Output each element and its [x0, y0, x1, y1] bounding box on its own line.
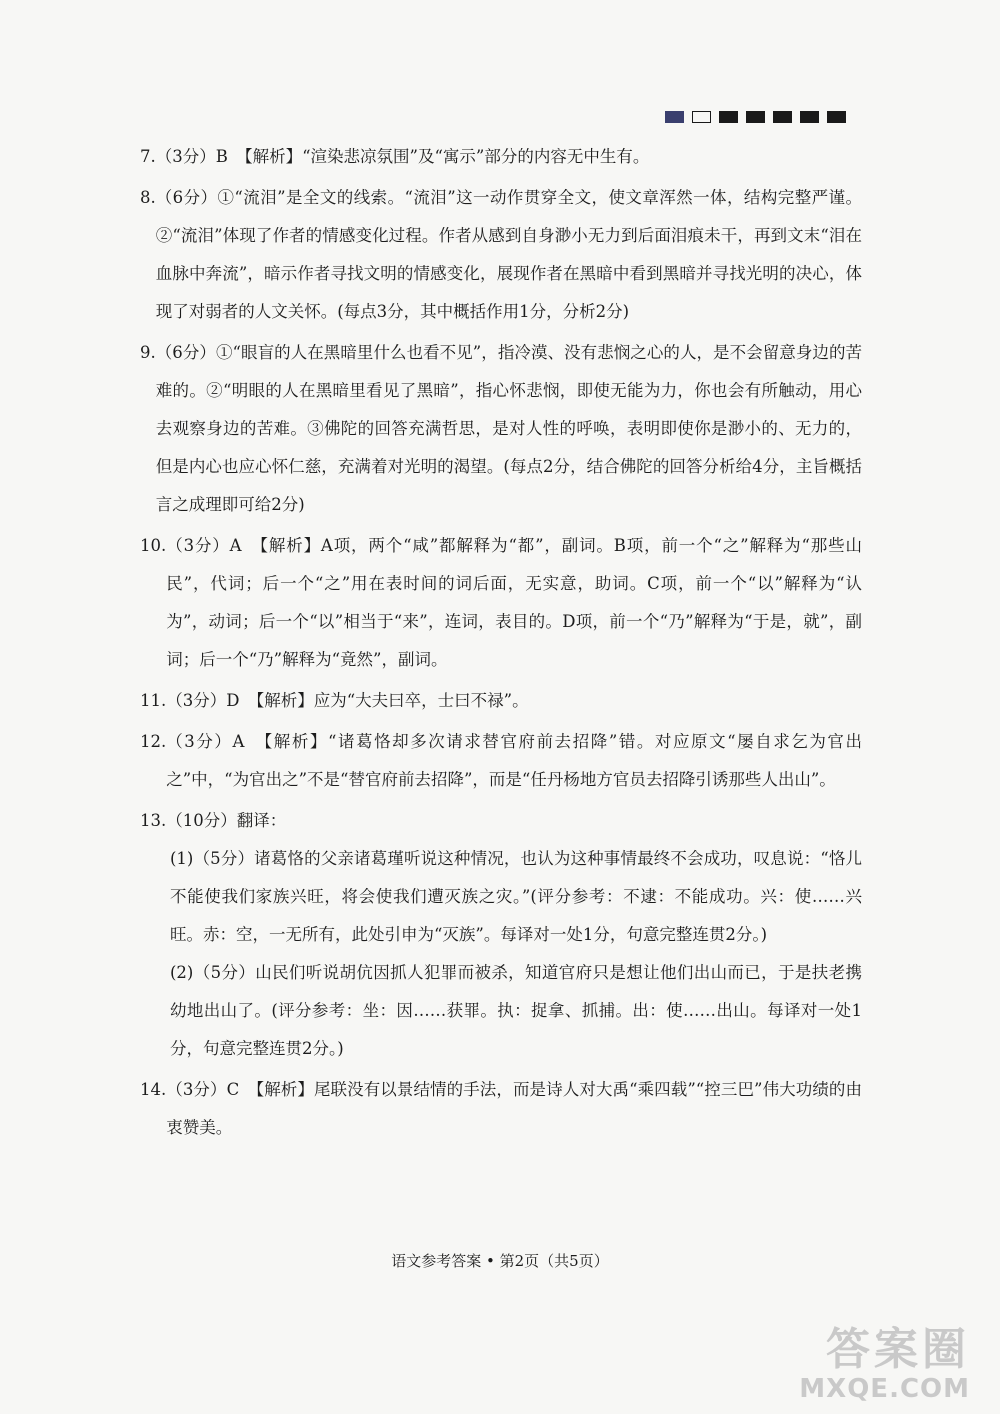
- page-mark-1: [665, 111, 684, 123]
- item-text: （10分）翻译：: [166, 811, 287, 830]
- page-mark-5: [773, 111, 792, 123]
- item-text: （3分）C 【解析】尾联没有以景结情的手法，而是诗人对大禹“乘四载”“控三巴”伟大功绩的由衷赞美。: [166, 1080, 862, 1137]
- answer-item-9: [140, 334, 862, 524]
- item-number: 10.: [140, 536, 167, 555]
- page-mark-6: [800, 111, 819, 123]
- page-mark-2-current: [692, 111, 711, 123]
- answer-item-13: [140, 802, 862, 840]
- item-text: （6分）①“流泪”是全文的线索。“流泪”这一动作贯穿全文，使文章浑然一体，结构完整严谨。②“流泪”体现了作者的情感变化过程。作者从感到自身渺小无力到后面泪痕未干，再到文末“泪在血脉中奔流”，暗示作者寻找文明的情感变化，展现作者在黑暗中看到黑暗并寻找光明的决心，体现了对弱者的人文关怀。(每点3分，其中概括作用1分，分析2分): [155, 188, 862, 321]
- answer-item-7: [140, 138, 862, 176]
- page-mark-7: [827, 111, 846, 123]
- page-footer: 语文参考答案 • 第2页（共5页）: [391, 1252, 609, 1270]
- watermark-title: 答案圈: [826, 1324, 970, 1375]
- item-number: 7.: [140, 147, 156, 166]
- item-number: 8.: [140, 188, 156, 207]
- answer-item-11: [140, 682, 862, 720]
- item-number: 9.: [140, 343, 156, 362]
- item-number: 14.: [140, 1080, 167, 1099]
- answer-item-8: [140, 179, 862, 331]
- watermark-logo: [730, 1326, 970, 1406]
- item-text: （3分）A 【解析】A项，两个“咸”都解释为“都”，副词。B项，前一个“之”解释为“那些山民”，代词；后一个“之”用在表时间的词后面，无实意，助词。C项，前一个“以”解释为“认为”，动词；后一个“以”相当于“来”，连词，表目的。D项，前一个“乃”解释为“于是，就”，副词；后一个“乃”解释为“竟然”，副词。: [166, 536, 862, 669]
- item-number: 12.: [140, 732, 167, 751]
- item-text: （3分）D 【解析】应为“大夫曰卒，士曰不禄”。: [166, 691, 529, 710]
- answer-content: [140, 138, 862, 1147]
- translation-sub-1: (1)（5分）诸葛恪的父亲诸葛瑾听说这种情况，也认为这种事情最终不会成功，叹息说：“恪儿不能使我们家族兴旺，将会使我们遭灭族之灾。”(评分参考：不逮：不能成功。兴：使……兴旺。赤：空，一无所有，此处引申为“灭族”。每译对一处1分，句意完整连贯2分。): [170, 849, 862, 944]
- item-text: （6分）①“眼盲的人在黑暗里什么也看不见”，指冷漠、没有悲悯之心的人，是不会留意身边的苦难的。②“明眼的人在黑暗里看见了黑暗”，指心怀悲悯，即使无能为力，你也会有所触动，用心去观察身边的苦难。③佛陀的回答充满哲思，是对人性的呼唤，表明即使你是渺小的、无力的，但是内心也应心怀仁慈，充满着对光明的渴望。(每点2分，结合佛陀的回答分析给4分，主旨概括言之成理即可给2分): [155, 343, 862, 514]
- answer-item-14: [140, 1071, 862, 1147]
- answer-item-10: [140, 527, 862, 679]
- page-indicator-marks: [665, 111, 846, 123]
- item-text: （3分）A 【解析】“诸葛恪却多次请求替官府前去招降”错。对应原文“屡自求乞为官出之”中，“为官出之”不是“替官府前去招降”，而是“任丹杨地方官员去招降引诱那些人出山”。: [166, 732, 862, 789]
- item-text: （3分）B 【解析】“渲染悲凉氛围”及“寓示”部分的内容无中生有。: [155, 147, 650, 166]
- translation-sub-2: (2)（5分）山民们听说胡伉因抓人犯罪而被杀，知道官府只是想让他们出山而已，于是扶老携幼地出山了。(评分参考：坐：因……获罪。执：捉拿、抓捕。出：使……出山。每译对一处1分，句意完整连贯2分。): [170, 963, 862, 1058]
- item-number: 11.: [140, 691, 167, 710]
- page-mark-3: [719, 111, 738, 123]
- page-mark-4: [746, 111, 765, 123]
- item-number: 13.: [140, 811, 167, 830]
- answer-item-12: [140, 723, 862, 799]
- watermark-url: MXQE.COM: [799, 1374, 970, 1404]
